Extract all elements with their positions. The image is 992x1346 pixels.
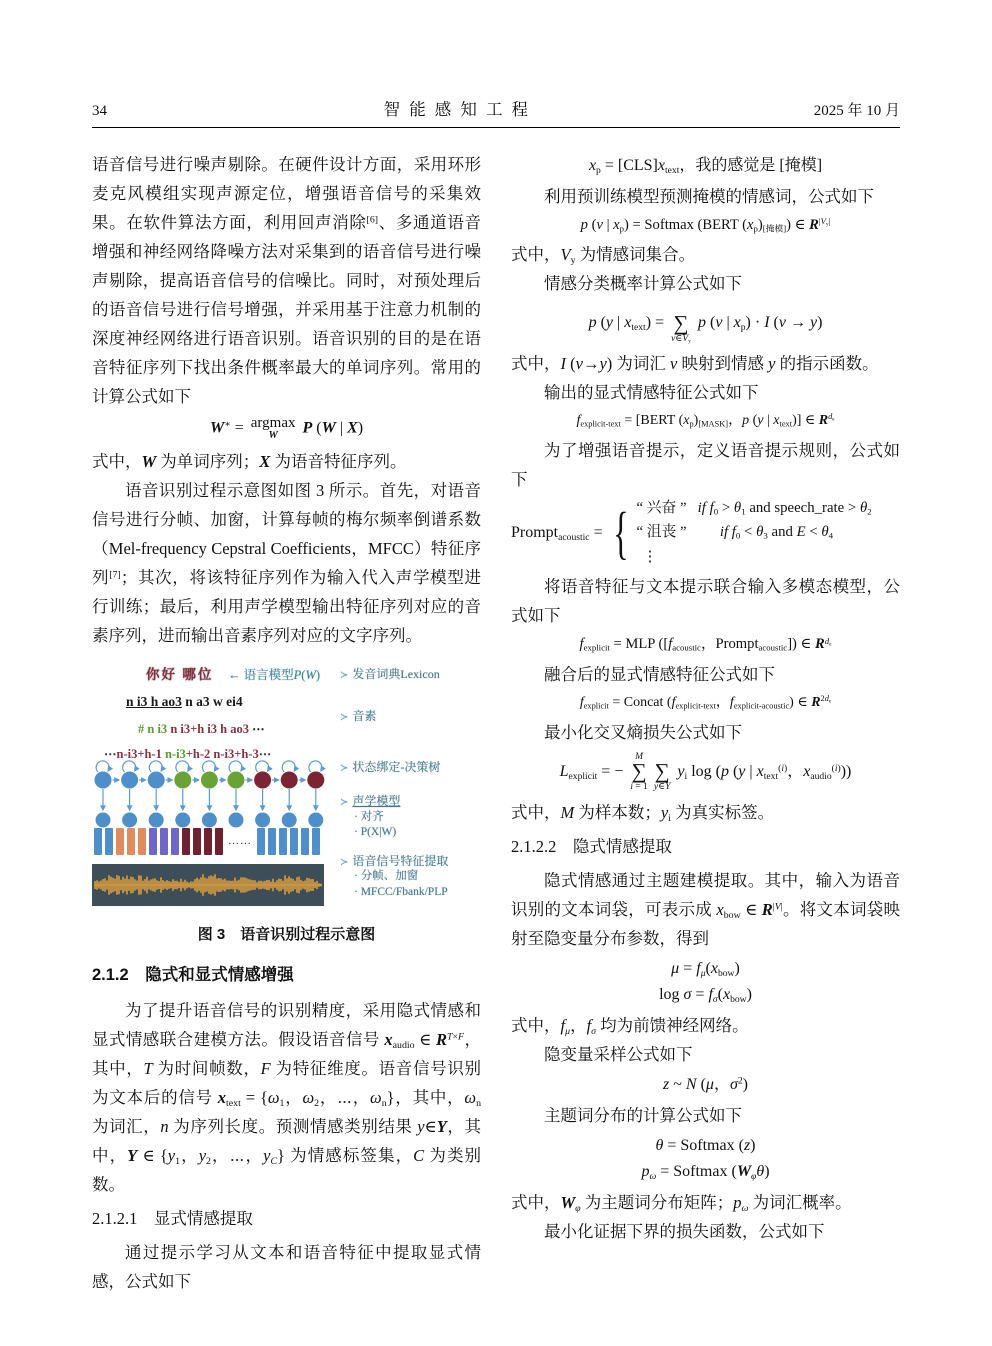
self-loop-arc <box>96 760 109 771</box>
chevron-right-icon: ≻ <box>340 712 349 723</box>
paragraph: 隐变量采样公式如下 <box>544 1044 693 1064</box>
feature-bar <box>193 828 201 855</box>
section-heading-212: 2.1.2 隐式和显式情感增强 <box>92 965 294 984</box>
paragraph: 式中，$W_\varphi$ 为主题词分布矩阵；$p_\omega$ 为词汇概率。 <box>511 1192 852 1214</box>
chevron-right-icon: ≻ <box>340 762 349 774</box>
feature-bar <box>149 828 157 855</box>
paragraph: 式中，$f_\mu$，$f_\sigma$ 均为前馈神经网络。 <box>511 1015 749 1037</box>
paragraph: 最小化证据下界的损失函数，公式如下 <box>544 1221 825 1241</box>
paragraph: 通过提示学习从文本和语音特征中提取显式情感，公式如下 <box>92 1242 481 1291</box>
self-loop-arc <box>123 760 136 771</box>
self-loop-arc <box>149 760 162 771</box>
feature-vector-bars <box>94 828 320 856</box>
language-model-label: ← 语言模型P(W) <box>228 667 321 682</box>
issue-date: 2025 年 10 月 <box>813 103 900 119</box>
paragraph: 语音信号进行噪声剔除。在硬件设计方面，采用环形麦克风模组实现声源定位，增强语音信号的采集效果。在软件算法方面，利用回声消除[6]、多通道语音增强和神经网络降噪方法对采集到的语音信号进行噪声剔除，提高语音信号的信噪比。同时，对预处理后的语音信号进行信号增强，并采用基于注意力机制的深度神经网络进行语音识别。语音识别的目的是在语音特征序列下找出条件概率最大的单词序列。常用的计算公式如下 <box>92 155 482 406</box>
figure-label: ≻ 发音词典Lexicon <box>340 666 440 681</box>
feature-bar <box>138 828 146 855</box>
self-loop-arc <box>229 760 242 771</box>
right-column <box>511 150 900 1296</box>
section-heading-2122: 2.1.2.2 隐式情感提取 <box>511 836 672 856</box>
display-formula-theta: θ = Softmax (z) <box>655 1136 756 1154</box>
figure-side-labels <box>340 662 481 901</box>
page-header <box>92 96 900 120</box>
display-formula-fet: $f_{explicit-text}$ = [BERT $(x_p)_{[MASK]}$，p (y | $x_{text}$)] ∈ $R^{d_e}$ <box>576 412 835 429</box>
feature-bar <box>279 828 287 855</box>
feature-bar <box>257 828 265 855</box>
hmm-state-circle <box>148 771 165 788</box>
figure-canvas <box>92 660 481 910</box>
paragraph: 语音识别过程示意图如图 3 所示。首先，对语音信号进行分帧、加窗，计算每帧的梅尔频率倒谱系数（Mel-frequency Cepstral Coefficients，MFCC）特征序列[7]；其次，将该特征序列作为输入代入声学模型进行训练；最后，利用声学模型输出特征序列对应的音素序列，进而输出音素序列对应的文字序列。 <box>92 480 482 645</box>
hmm-state-circle <box>307 771 324 788</box>
feature-bar <box>312 828 320 855</box>
hmm-state-circle <box>201 771 218 788</box>
display-formula-z: z ~ N (μ，$\sigma^2$) <box>663 1075 748 1093</box>
journal-title: 智能感知工程 <box>383 100 538 119</box>
figure-label-bullet: · P(X|W) <box>354 826 397 839</box>
page-number: 34 <box>92 103 107 119</box>
figure-word-text: 你好 哪位 <box>146 666 214 682</box>
header-rule <box>92 127 900 128</box>
feature-bar <box>105 828 113 855</box>
paragraph: 主题词分布的计算公式如下 <box>544 1105 742 1125</box>
figure-label-bullet: · MFCC/Fbank/PLP <box>354 885 448 898</box>
display-formula-fe2: $f_{explicit}$ = Concat ($f_{explicit-text}$，$f_{explicit-acoustic}$) ∈ $R^{2d_e}$ <box>579 694 832 711</box>
display-formula-prompt <box>511 498 900 568</box>
paragraph: 利用预训练模型预测掩模的情感词，公式如下 <box>544 186 874 206</box>
feature-bar <box>127 828 135 855</box>
figure-label: ≻ 状态绑定-决策树 <box>340 759 441 774</box>
hmm-state-circle <box>121 771 138 788</box>
observation-circle <box>202 812 217 827</box>
paragraph: 融合后的显式情感特征公式如下 <box>544 665 775 685</box>
paragraph: 输出的显式情感特征公式如下 <box>544 383 759 403</box>
feature-bar <box>182 828 190 855</box>
paragraph: 为了提升语音信号的识别精度，采用隐式情感和显式情感联合建模方法。假设语音信号 $x_{audio}$ ∈ $R^{T\times F}$，其中，T 为时间帧数，F 为特征维度。语音信号识别为文本后的信号 $x_{text} = \{\omega_1$，$\omega_2$，⋯，$\omega_n$}，其中，$\omega_n$ 为词汇，n 为序列长度。预测情感类别结果 y∈Y，其中，Y ∈ {$y_1$，$y_2$，⋯，$y_C$} 为情感标签集，C 为类别数。 <box>92 1000 482 1194</box>
feature-bar <box>94 828 102 855</box>
observation-circle <box>96 812 111 827</box>
feature-bar <box>290 828 298 855</box>
pinyin-sequence: n i3 h ao3 n a3 w ei4 <box>126 693 243 709</box>
ellipsis: …… <box>228 835 252 847</box>
display-formula-argmax: W∗ = argmax W P (W | X) <box>209 415 364 441</box>
section-heading-2121: 2.1.2.1 显式情感提取 <box>92 1208 253 1228</box>
two-column-body <box>92 150 900 1296</box>
case-rows: “ 兴奋 ” if $f_0 > \theta_1$ and speech_rate > $\theta_2$ “ 沮丧 ” if $f_0 < \theta_3$ and $E < \theta_4$ ⋮ <box>636 499 872 565</box>
feature-bar <box>171 828 179 855</box>
display-formula-sigma: $\log \sigma = f_\sigma(x_{bow})$ <box>659 986 752 1006</box>
left-arrow-icon: ← <box>228 667 241 682</box>
observation-circle <box>149 812 164 827</box>
chevron-right-icon: ≻ <box>340 669 349 681</box>
display-formula-loss: $L_{explicit}$ = − M ∑ i = 1 ∑ y∈Y $y_i$ log (p (y | $x_{text}^{(i)}$，$x_{audio}^{(i)}$)) <box>559 751 852 793</box>
observation-circle <box>122 812 137 827</box>
hmm-state-circle <box>95 771 112 788</box>
prompt-lhs: Prompt$_{acoustic}$ = <box>511 524 603 544</box>
chevron-right-icon: ≻ <box>340 797 349 808</box>
paragraph: 情感分类概率计算公式如下 <box>544 274 742 294</box>
left-column <box>92 150 481 1296</box>
display-formula-py: p (y | $x_{text}$) = ∑ $v\in V_y$ p (v | $x_p) \cdot I$ (v → y) <box>588 310 823 345</box>
display-formula-pw: $p_\omega$ = Softmax $(W_\varphi\theta)$ <box>641 1163 770 1182</box>
self-loop-arc <box>309 760 322 771</box>
feature-bar <box>204 828 212 855</box>
paragraph: 式中，$V_y$ 为情感词集合。 <box>511 245 696 267</box>
display-formula-xp: $x_p = [CLS]x_{text}$，我的感觉是 [掩模] <box>588 157 823 176</box>
paragraph: 式中，W 为单词序列；X 为语音特征序列。 <box>92 451 407 471</box>
paragraph: 为了增强语音提示，定义语音提示规则，公式如下 <box>511 440 900 489</box>
figure-label: ≻ 声学模型 · 对齐 · P(X|W) <box>340 793 481 841</box>
case-brace: { <box>612 500 629 566</box>
chevron-right-icon: ≻ <box>340 856 349 868</box>
figure-label-bullet: · 分帧、加窗 <box>354 870 419 883</box>
observation-circle <box>229 812 244 827</box>
figure-3 <box>92 660 481 949</box>
paragraph: 将语音特征与文本提示联合输入多模态模型，公式如下 <box>511 577 900 626</box>
hmm-diagram <box>92 758 328 830</box>
feature-bar <box>268 828 276 855</box>
observation-circle <box>308 812 323 827</box>
figure-caption: 图 3 语音识别过程示意图 <box>197 925 376 943</box>
observation-circle <box>175 812 190 827</box>
self-loop-arc <box>282 760 295 771</box>
figure-label: ≻ 音素 <box>340 709 377 723</box>
paragraph: 最小化交叉熵损失公式如下 <box>544 722 742 742</box>
feature-bar <box>301 828 309 855</box>
feature-bar <box>160 828 168 855</box>
paragraph: 隐式情感通过主题建模提取。其中，输入为语音识别的文本词袋，可表示成 $x_{bow}$ ∈ $R^{|V|}$。将文本词袋映射至隐变量分布参数，得到 <box>511 870 901 948</box>
phone-sequence: # n i3 n i3+h i3 h ao3 ⋯ <box>138 721 265 736</box>
hmm-state-circle <box>281 771 298 788</box>
observation-circle <box>282 812 297 827</box>
feature-bar <box>215 828 223 855</box>
display-formula-fe1: $f_{explicit}$ = MLP ([$f_{acoustic}$，Prompt$_{acoustic}$]) ∈ $R^{d_e}$ <box>579 635 832 653</box>
paragraph: 式中，I (v→y) 为词汇 v 映射到情感 y 的指示函数。 <box>511 354 879 374</box>
hmm-state-circle <box>254 771 271 788</box>
hmm-state-circle <box>174 771 191 788</box>
display-formula-mu: $\mu = f_\mu(x_{bow})$ <box>671 959 740 979</box>
figure-label: ≻ 语音信号特征提取 · 分帧、加窗 · MFCC/Fbank/PLP <box>340 853 481 901</box>
self-loop-arc <box>202 760 215 771</box>
figure-label-bullet: · 对齐 <box>354 810 384 823</box>
triphone-sequence: ⋯n-i3+h-1 n-i3+h-2 n-i3+h-3⋯ <box>104 746 272 761</box>
waveform-image <box>92 864 324 906</box>
observation-circle <box>255 812 270 827</box>
self-loop-arc <box>176 760 189 771</box>
feature-bar <box>116 828 124 855</box>
self-loop-arc <box>256 760 269 771</box>
hmm-state-circle <box>228 771 245 788</box>
paragraph: 式中，M 为样本数；$y_i$ 为真实标签。 <box>511 802 775 824</box>
display-formula-pv: p (v | $x_p$) = Softmax (BERT $(x_p)_{[掩模]}$) ∈ $R^{|V_y|}$ <box>580 215 831 234</box>
